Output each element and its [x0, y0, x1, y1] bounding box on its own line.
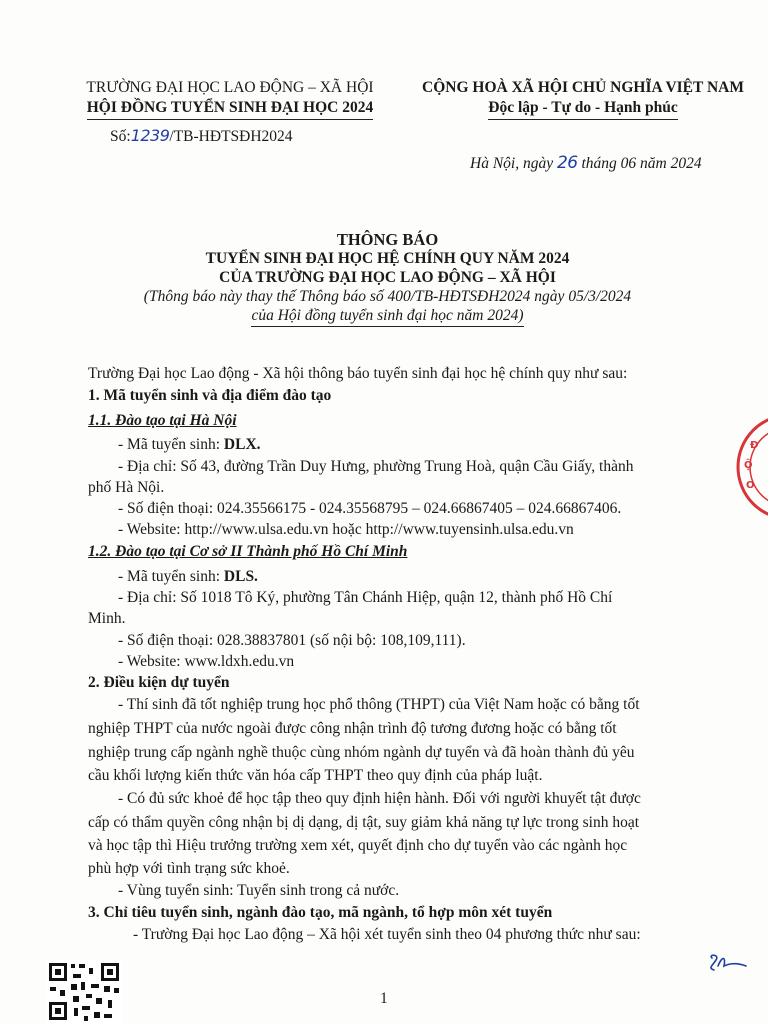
hcm-phone: - Số điện thoại: 028.38837801 (số nội bộ: 108,109,111). [118, 632, 466, 649]
issuer-university: TRƯỜNG ĐẠI HỌC LAO ĐỘNG – XÃ HỘI [86, 79, 374, 96]
hcm-code-label: - Mã tuyển sinh: [118, 568, 224, 585]
hn-website: - Website: http://www.ulsa.edu.vn hoặc http://www.tuyensinh.ulsa.edu.vn [118, 521, 574, 538]
hn-code-label: - Mã tuyển sinh: [118, 436, 224, 453]
hn-phone: - Số điện thoại: 024.35566175 - 024.35568795 – 024.66867405 – 024.66867406. [118, 500, 622, 517]
svg-text:O: O [746, 480, 755, 491]
section-1-heading: 1. Mã tuyển sinh và địa điểm đào tạo [88, 387, 332, 404]
s2-p2-line-3: và học tập thì Hiệu trưởng trường xem xét, quyết định cho dự tuyển vào các ngành học [88, 837, 628, 854]
hn-address-line-2: phố Hà Nội. [88, 479, 165, 496]
section-1-1-heading: 1.1. Đào tạo tại Hà Nội [88, 412, 237, 429]
document-number [60, 126, 400, 147]
document-number-prefix: Số: [110, 128, 131, 145]
title-note-2 [60, 306, 715, 327]
section-3-heading: 3. Chỉ tiêu tuyển sinh, ngành đào tạo, mã ngành, tổ hợp môn xét tuyển [88, 904, 553, 921]
issue-date [470, 153, 702, 173]
initial-signature-icon [706, 952, 750, 976]
s3-p1: - Trường Đại học Lao động – Xã hội xét tuyển sinh theo 04 phương thức như sau: [133, 926, 641, 943]
issuer-council [60, 98, 400, 120]
hcm-code-value: DLS. [223, 568, 258, 585]
hcm-address-line-2: Minh. [88, 610, 126, 627]
title-line-2: TUYỂN SINH ĐẠI HỌC HỆ CHÍNH QUY NĂM 2024 [205, 250, 570, 267]
document-number-handwritten: 1239 [130, 126, 170, 145]
national-motto-text: Độc lập - Tự do - Hạnh phúc [488, 98, 677, 120]
issuer-council-text: HỘI ĐỒNG TUYỂN SINH ĐẠI HỌC 2024 [87, 98, 374, 120]
qr-code-icon [46, 960, 122, 1024]
notice-title [60, 230, 715, 327]
national-motto [408, 98, 758, 120]
document-number-suffix: /TB-HĐTSĐH2024 [169, 128, 293, 145]
national-motto-block [408, 78, 758, 120]
intro-paragraph: Trường Đại học Lao động - Xã hội thông báo tuyển sinh đại học hệ chính quy như sau: [88, 365, 628, 382]
hn-address-line-1: - Địa chỉ: Số 43, đường Trần Duy Hưng, phường Trung Hoà, quận Cầu Giấy, thành [118, 458, 634, 475]
s2-p1-line-3: nghiệp trung cấp ngành nghề thuộc cùng nhóm ngành dự tuyển và đã hoàn thành đủ yêu [88, 744, 635, 761]
national-name: CỘNG HOÀ XÃ HỘI CHỦ NGHĨA VIỆT NAM [422, 79, 744, 96]
hcm-address-line-1: - Địa chỉ: Số 1018 Tô Ký, phường Tân Chánh Hiệp, quận 12, thành phố Hồ Chí [118, 589, 613, 606]
section-2-heading: 2. Điều kiện dự tuyển [88, 674, 230, 691]
page-number: 1 [380, 990, 388, 1007]
svg-text:Đ: Đ [750, 440, 759, 451]
date-suffix: tháng 06 năm 2024 [581, 155, 702, 172]
title-note-1: (Thông báo này thay thế Thông báo số 400/TB-HĐTSĐH2024 ngày 05/3/2024 [143, 288, 632, 305]
s2-p3: - Vùng tuyển sinh: Tuyển sinh trong cả nước. [118, 882, 400, 899]
s2-p2-line-2: cấp có thẩm quyền công nhận bị dị dạng, dị tật, suy giảm khả năng tự lực trong sinh hoạt [88, 814, 640, 831]
issuer-block [60, 78, 400, 147]
date-day-handwritten: 26 [556, 153, 578, 173]
hcm-website: - Website: www.ldxh.edu.vn [118, 653, 295, 670]
s2-p1-line-2: nghiệp THPT của nước ngoài được công nhận trình độ tương đương hoặc có bằng tốt [88, 720, 617, 737]
hn-code [118, 435, 261, 455]
official-stamp-icon [732, 408, 768, 526]
section-1-2-heading: 1.2. Đào tạo tại Cơ sở II Thành phố Hồ Chí Minh [88, 543, 408, 560]
title-line-3: CỦA TRƯỜNG ĐẠI HỌC LAO ĐỘNG – XÃ HỘI [219, 269, 556, 286]
date-prefix: Hà Nội, ngày [470, 155, 554, 172]
hcm-code [118, 567, 258, 587]
s2-p2-line-1: - Có đủ sức khoẻ để học tập theo quy định hiện hành. Đối với người khuyết tật được [118, 790, 641, 807]
s2-p1-line-1: - Thí sinh đã tốt nghiệp trung học phổ thông (THPT) của Việt Nam hoặc có bằng tốt [118, 696, 640, 713]
hn-code-value: DLX. [223, 436, 261, 453]
svg-text:Ộ: Ộ [744, 460, 753, 471]
title-note-2-text: của Hội đồng tuyển sinh đại học năm 2024) [251, 306, 523, 327]
s2-p1-line-4: cầu khối lượng kiến thức văn hóa cấp THPT theo quy định của pháp luật. [88, 767, 543, 784]
title-line-1: THÔNG BÁO [336, 230, 439, 249]
s2-p2-line-4: phù hợp với tình trạng sức khoẻ. [88, 860, 290, 877]
